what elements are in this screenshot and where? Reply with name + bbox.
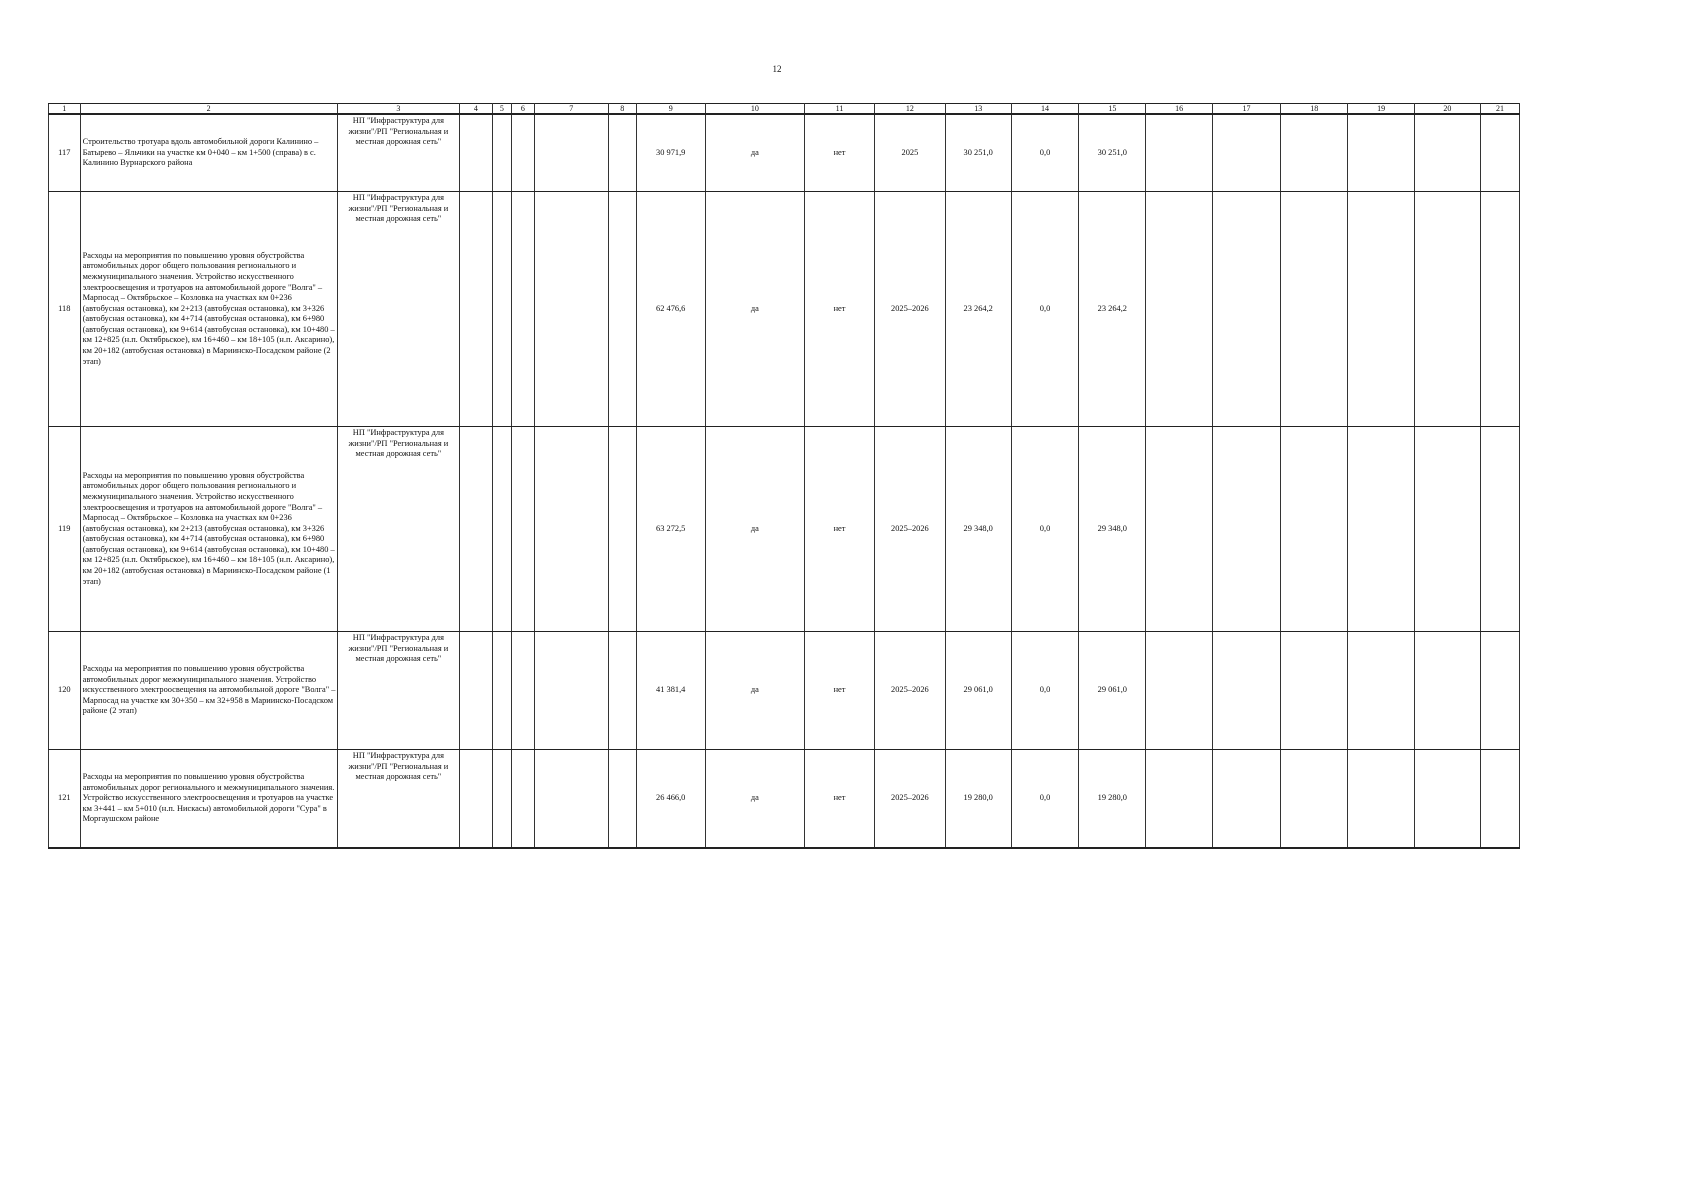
period: 2025 bbox=[875, 114, 945, 192]
column-header: 16 bbox=[1146, 104, 1212, 115]
column-header: 1 bbox=[49, 104, 81, 115]
table-row bbox=[49, 192, 1520, 427]
amount-14: 0,0 bbox=[1011, 632, 1078, 750]
column-header: 14 bbox=[1011, 104, 1078, 115]
column-header: 21 bbox=[1481, 104, 1520, 115]
empty-cell bbox=[1481, 114, 1520, 192]
empty-cell bbox=[1348, 750, 1414, 849]
total-cost: 30 971,9 bbox=[636, 114, 705, 192]
flag-yes: да bbox=[705, 192, 804, 427]
flag-no: нет bbox=[804, 427, 874, 632]
measure-name: Строительство тротуара вдоль автомобильной дороги Калинино – Батырево – Яльчики на участке км 0+040 – км 1+500 (справа) в с. Калинино Вурнарского района bbox=[80, 114, 337, 192]
amount-14: 0,0 bbox=[1011, 427, 1078, 632]
program-name: НП "Инфраструктура для жизни"/РП "Региональная и местная дорожная сеть" bbox=[337, 192, 459, 427]
empty-cell bbox=[1281, 632, 1348, 750]
empty-cell bbox=[1414, 750, 1480, 849]
row-number: 117 bbox=[49, 114, 81, 192]
amount-13: 29 348,0 bbox=[945, 427, 1011, 632]
total-cost: 26 466,0 bbox=[636, 750, 705, 849]
amount-15: 19 280,0 bbox=[1079, 750, 1146, 849]
empty-cell bbox=[1414, 632, 1480, 750]
empty-cell bbox=[1146, 750, 1212, 849]
column-header: 9 bbox=[636, 104, 705, 115]
program-name: НП "Инфраструктура для жизни"/РП "Региональная и местная дорожная сеть" bbox=[337, 427, 459, 632]
amount-13: 30 251,0 bbox=[945, 114, 1011, 192]
flag-no: нет bbox=[804, 114, 874, 192]
column-header: 12 bbox=[875, 104, 945, 115]
empty-cell bbox=[1281, 427, 1348, 632]
program-name: НП "Инфраструктура для жизни"/РП "Региональная и местная дорожная сеть" bbox=[337, 632, 459, 750]
empty-cell bbox=[1414, 427, 1480, 632]
empty-cell bbox=[512, 632, 534, 750]
empty-cell bbox=[460, 427, 493, 632]
amount-15: 29 348,0 bbox=[1079, 427, 1146, 632]
empty-cell bbox=[534, 114, 608, 192]
amount-13: 23 264,2 bbox=[945, 192, 1011, 427]
empty-cell bbox=[1146, 632, 1212, 750]
empty-cell bbox=[1348, 114, 1414, 192]
flag-no: нет bbox=[804, 750, 874, 849]
total-cost: 62 476,6 bbox=[636, 192, 705, 427]
measure-name: Расходы на мероприятия по повышению уровня обустройства автомобильных дорог общего пользования регионального и межмуниципального значения. Устройство искусственного электроосвещения и тротуаров на автомобильной дороге "Волга" – Марпосад – Октябрьское – Козловка на участках км 0+236 (автобусная остановка), км 2+213 (автобусная остановка), км 3+326 (автобусная остановка), км 4+714 (автобусная остановка), км 6+980 (автобусная остановка), км 9+614 (автобусная остановка), км 10+480 – км 12+825 (н.п. Октябрьское), км 16+460 – км 18+105 (н.п. Аксарино), км 20+182 (автобусная остановка) в Мариинско-Посадском районе (1 этап) bbox=[80, 427, 337, 632]
row-number: 118 bbox=[49, 192, 81, 427]
period: 2025–2026 bbox=[875, 427, 945, 632]
column-header: 7 bbox=[534, 104, 608, 115]
column-header: 19 bbox=[1348, 104, 1414, 115]
amount-14: 0,0 bbox=[1011, 114, 1078, 192]
empty-cell bbox=[534, 427, 608, 632]
amount-13: 29 061,0 bbox=[945, 632, 1011, 750]
amount-15: 29 061,0 bbox=[1079, 632, 1146, 750]
program-name: НП "Инфраструктура для жизни"/РП "Региональная и местная дорожная сеть" bbox=[337, 114, 459, 192]
empty-cell bbox=[1348, 192, 1414, 427]
empty-cell bbox=[492, 114, 511, 192]
empty-cell bbox=[1212, 427, 1280, 632]
empty-cell bbox=[460, 114, 493, 192]
table-row bbox=[49, 427, 1520, 632]
row-number: 119 bbox=[49, 427, 81, 632]
row-number: 121 bbox=[49, 750, 81, 849]
flag-no: нет bbox=[804, 192, 874, 427]
empty-cell bbox=[608, 632, 636, 750]
flag-yes: да bbox=[705, 427, 804, 632]
empty-cell bbox=[460, 632, 493, 750]
empty-cell bbox=[1348, 632, 1414, 750]
table-row bbox=[49, 750, 1520, 849]
flag-yes: да bbox=[705, 750, 804, 849]
table-row bbox=[49, 632, 1520, 750]
empty-cell bbox=[1212, 632, 1280, 750]
column-header: 3 bbox=[337, 104, 459, 115]
empty-cell bbox=[492, 427, 511, 632]
column-header: 15 bbox=[1079, 104, 1146, 115]
flag-yes: да bbox=[705, 632, 804, 750]
empty-cell bbox=[1281, 750, 1348, 849]
table-row bbox=[49, 114, 1520, 192]
empty-cell bbox=[1481, 750, 1520, 849]
column-header: 20 bbox=[1414, 104, 1480, 115]
column-header: 4 bbox=[460, 104, 493, 115]
empty-cell bbox=[1481, 427, 1520, 632]
total-cost: 63 272,5 bbox=[636, 427, 705, 632]
column-header: 13 bbox=[945, 104, 1011, 115]
column-header: 18 bbox=[1281, 104, 1348, 115]
column-header: 6 bbox=[512, 104, 534, 115]
measure-name: Расходы на мероприятия по повышению уровня обустройства автомобильных дорог общего пользования регионального и межмуниципального значения. Устройство искусственного электроосвещения и тротуаров на автомобильной дороге "Волга" – Марпосад – Октябрьское – Козловка на участках км 0+236 (автобусная остановка), км 2+213 (автобусная остановка), км 3+326 (автобусная остановка), км 4+714 (автобусная остановка), км 6+980 (автобусная остановка), км 9+614 (автобусная остановка), км 10+480 – км 12+825 (н.п. Октябрьское), км 16+460 – км 18+105 (н.п. Аксарино), км 20+182 (автобусная остановка) в Мариинско-Посадском районе (2 этап) bbox=[80, 192, 337, 427]
period: 2025–2026 bbox=[875, 750, 945, 849]
projects-table bbox=[48, 103, 1520, 849]
empty-cell bbox=[460, 192, 493, 427]
empty-cell bbox=[492, 632, 511, 750]
empty-cell bbox=[1481, 192, 1520, 427]
column-header: 17 bbox=[1212, 104, 1280, 115]
flag-yes: да bbox=[705, 114, 804, 192]
empty-cell bbox=[512, 192, 534, 427]
column-header: 8 bbox=[608, 104, 636, 115]
empty-cell bbox=[1146, 114, 1212, 192]
period: 2025–2026 bbox=[875, 632, 945, 750]
measure-name: Расходы на мероприятия по повышению уровня обустройства автомобильных дорог межмуниципального значения. Устройство искусственного электроосвещения на автомобильной дороге "Волга" – Марпосад на участке км 30+350 – км 32+958 в Мариинско-Посадском районе (2 этап) bbox=[80, 632, 337, 750]
empty-cell bbox=[1212, 114, 1280, 192]
empty-cell bbox=[512, 427, 534, 632]
empty-cell bbox=[1481, 632, 1520, 750]
empty-cell bbox=[1414, 192, 1480, 427]
measure-name: Расходы на мероприятия по повышению уровня обустройства автомобильных дорог регионального и межмуниципального значения. Устройство искусственного электроосвещения и тротуаров на участке км 3+441 – км 5+010 (н.п. Нискасы) автомобильной дороги "Сура" в Моргаушском районе bbox=[80, 750, 337, 849]
total-cost: 41 381,4 bbox=[636, 632, 705, 750]
page-number: 12 bbox=[772, 64, 782, 74]
empty-cell bbox=[1281, 114, 1348, 192]
empty-cell bbox=[492, 750, 511, 849]
empty-cell bbox=[492, 192, 511, 427]
empty-cell bbox=[512, 750, 534, 849]
amount-14: 0,0 bbox=[1011, 192, 1078, 427]
empty-cell bbox=[460, 750, 493, 849]
amount-15: 30 251,0 bbox=[1079, 114, 1146, 192]
empty-cell bbox=[1414, 114, 1480, 192]
column-header: 11 bbox=[804, 104, 874, 115]
empty-cell bbox=[608, 192, 636, 427]
amount-13: 19 280,0 bbox=[945, 750, 1011, 849]
empty-cell bbox=[1146, 192, 1212, 427]
empty-cell bbox=[534, 632, 608, 750]
empty-cell bbox=[1281, 192, 1348, 427]
empty-cell bbox=[1348, 427, 1414, 632]
empty-cell bbox=[608, 114, 636, 192]
amount-15: 23 264,2 bbox=[1079, 192, 1146, 427]
empty-cell bbox=[1212, 750, 1280, 849]
empty-cell bbox=[534, 192, 608, 427]
empty-cell bbox=[534, 750, 608, 849]
empty-cell bbox=[608, 427, 636, 632]
flag-no: нет bbox=[804, 632, 874, 750]
column-header: 5 bbox=[492, 104, 511, 115]
row-number: 120 bbox=[49, 632, 81, 750]
column-header: 2 bbox=[80, 104, 337, 115]
empty-cell bbox=[1146, 427, 1212, 632]
amount-14: 0,0 bbox=[1011, 750, 1078, 849]
period: 2025–2026 bbox=[875, 192, 945, 427]
column-header: 10 bbox=[705, 104, 804, 115]
column-number-row bbox=[49, 104, 1520, 115]
empty-cell bbox=[512, 114, 534, 192]
empty-cell bbox=[1212, 192, 1280, 427]
program-name: НП "Инфраструктура для жизни"/РП "Региональная и местная дорожная сеть" bbox=[337, 750, 459, 849]
empty-cell bbox=[608, 750, 636, 849]
